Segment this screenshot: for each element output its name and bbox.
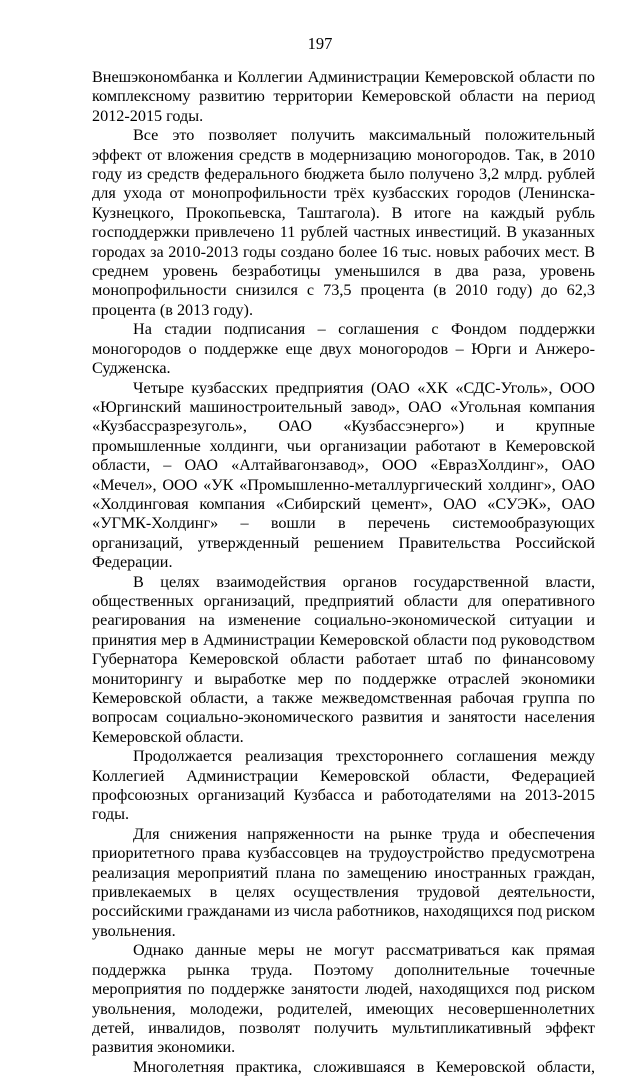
page-number: 197 [307,34,333,53]
paragraph-monitoring-hq: В целях взаимодействия органов государственной власти, общественных организаций, предприятий области для оперативного реагирования на изменение социально-экономической ситуации и принятия мер в Администрации Кемеровской области под руководством Губернатора Кемеровской области работает штаб по финансовому мониторингу и выработке мер по поддержке отраслей экономики Кемеровской области, а также межведомственная рабочая группа по вопросам социально-экономического развития и занятости населения Кемеровской области. [92,572,595,746]
paragraph-long-practice: Многолетняя практика, сложившаяся в Кемеровской области, [133,1057,595,1076]
paragraph-continued: Внешэкономбанка и Коллегии Администрации Кемеровской области по комплексному развитию территории Кемеровской области на период 2012-2015 годы. [92,68,595,125]
document-body [92,68,595,1077]
paragraph-fund-agreement: На стадии подписания – соглашения с Фондом поддержки моногородов о поддержке еще двух моногородов – Юрги и Анжеро-Судженска. [92,320,595,378]
paragraph-monotowns-effect: Все это позволяет получить максимальный положительный эффект от вложения средств в модернизацию моногородов. Так, в 2010 году из средств федерального бюджета было получено 3,2 млрд. рублей для ухода от монопрофильности трёх кузбасских городов (Ленинска-Кузнецкого, Прокопьевска, Таштагола). В итоге на каждый рубль господдержки привлечено 11 рублей частных инвестиций. В указанных городах за 2010-2013 годы создано более 16 тыс. новых рабочих мест. В среднем уровень безработицы уменьшился в два раза, уровень монопрофильности снизился с 73,5 процента (в 2010 году) до 62,3 процента (в 2013 году). [92,126,595,319]
paragraph-system-enterprises: Четыре кузбасских предприятия (ОАО «ХК «СДС-Уголь», ООО «Юргинский машиностроительный завод», ОАО «Угольная компания «Кузбассразрезуголь», ОАО «Кузбассэнерго») и крупные промышленные холдинги, чьи организации работают в Кемеровской области, – ОАО «Алтайвагонзавод», ООО «ЕвразХолдинг», ОАО «Мечел», ООО «УК «Промышленно-металлургический холдинг», ОАО «Холдинговая компания «Сибирский цемент», ОАО «СУЭК», ОАО «УГМК-Холдинг» – вошли в перечень системообразующих организаций, утвержденный решением Правительства Российской Федерации. [92,378,595,572]
paragraph-tripartite-agreement: Продолжается реализация трехстороннего соглашения между Коллегией Администрации Кемеровской области, Федерацией профсоюзных организаций Кузбасса и работодателями на 2013-2015 годы. [92,747,595,824]
paragraph-support-measures: Однако данные меры не могут рассматриваться как прямая поддержка рынка труда. Поэтому дополнительные точечные мероприятия по поддержке занятости людей, находящихся под риском увольнения, молодежи, родителей, имеющих несовершеннолетних детей, инвалидов, позволят получить мультипликативный эффект развития экономики. [92,941,595,1057]
paragraph-labor-tension: Для снижения напряженности на рынке труда и обеспечения приоритетного права кузбассовцев на трудоустройство предусмотрена реализация мероприятий плана по замещению иностранных граждан, привлекаемых в целях осуществления трудовой деятельности, российскими гражданами из числа работников, находящихся под риском увольнения. [92,824,595,940]
